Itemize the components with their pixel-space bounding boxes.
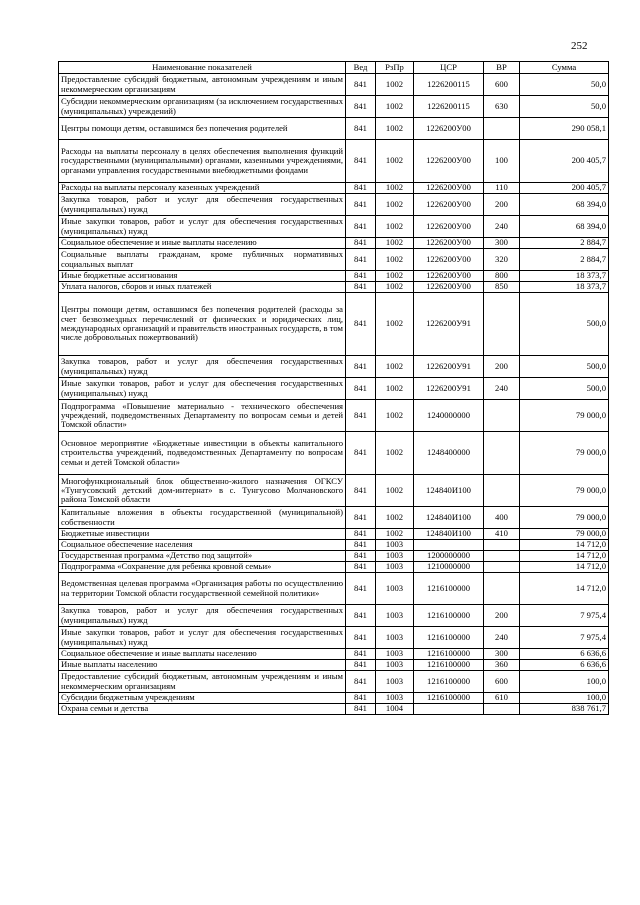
cell-sum: 79 000,0 <box>520 529 609 540</box>
cell-ved: 841 <box>346 432 376 475</box>
cell-vr: 110 <box>484 183 520 194</box>
page-number: 252 <box>571 40 588 52</box>
cell-vr: 240 <box>484 216 520 238</box>
cell-rzpr: 1003 <box>376 605 414 627</box>
cell-ved: 841 <box>346 660 376 671</box>
cell-sum: 200 405,7 <box>520 140 609 183</box>
cell-name: Ведомственная целевая программа «Организация работы по осуществлению на территории Томской области государственной семейной политики» <box>59 573 346 605</box>
cell-name: Иные закупки товаров, работ и услуг для обеспечения государственных (муниципальных) нужд <box>59 378 346 400</box>
cell-ved: 841 <box>346 649 376 660</box>
cell-sum: 50,0 <box>520 96 609 118</box>
cell-rzpr: 1003 <box>376 649 414 660</box>
cell-sum: 6 636,6 <box>520 649 609 660</box>
cell-sum: 500,0 <box>520 378 609 400</box>
cell-rzpr: 1002 <box>376 271 414 282</box>
cell-rzpr: 1003 <box>376 671 414 693</box>
cell-sum: 50,0 <box>520 74 609 96</box>
cell-vr <box>484 540 520 551</box>
cell-sum: 100,0 <box>520 693 609 704</box>
cell-name: Расходы на выплаты персоналу казенных учреждений <box>59 183 346 194</box>
cell-vr: 300 <box>484 238 520 249</box>
table-row <box>59 194 609 216</box>
cell-name: Закупка товаров, работ и услуг для обеспечения государственных (муниципальных) нужд <box>59 194 346 216</box>
cell-vr <box>484 475 520 507</box>
cell-name: Государственная программа «Детство под защитой» <box>59 551 346 562</box>
column-header-csr: ЦСР <box>414 62 484 74</box>
cell-vr <box>484 432 520 475</box>
cell-ved: 841 <box>346 378 376 400</box>
cell-ved: 841 <box>346 704 376 715</box>
cell-rzpr: 1002 <box>376 282 414 293</box>
cell-name: Иные закупки товаров, работ и услуг для обеспечения государственных (муниципальных) нужд <box>59 216 346 238</box>
cell-rzpr: 1003 <box>376 627 414 649</box>
table-row <box>59 118 609 140</box>
table-row <box>59 540 609 551</box>
table-row <box>59 238 609 249</box>
column-header-ved: Вед <box>346 62 376 74</box>
table-row <box>59 249 609 271</box>
cell-csr: 1226200У00 <box>414 271 484 282</box>
column-header-rzpr: РзПр <box>376 62 414 74</box>
table-row <box>59 74 609 96</box>
cell-ved: 841 <box>346 282 376 293</box>
cell-vr <box>484 562 520 573</box>
cell-rzpr: 1003 <box>376 562 414 573</box>
cell-csr: 1226200У00 <box>414 282 484 293</box>
cell-rzpr: 1002 <box>376 378 414 400</box>
cell-csr: 1216100000 <box>414 671 484 693</box>
cell-vr: 630 <box>484 96 520 118</box>
table-row <box>59 378 609 400</box>
cell-rzpr: 1002 <box>376 507 414 529</box>
table-row <box>59 704 609 715</box>
cell-sum: 14 712,0 <box>520 573 609 605</box>
table-row <box>59 400 609 432</box>
cell-sum: 68 394,0 <box>520 216 609 238</box>
table-row <box>59 693 609 704</box>
cell-name: Иные закупки товаров, работ и услуг для обеспечения государственных (муниципальных) нужд <box>59 627 346 649</box>
cell-sum: 79 000,0 <box>520 400 609 432</box>
cell-rzpr: 1002 <box>376 400 414 432</box>
cell-name: Капитальные вложения в объекты государственной (муниципальной) собственности <box>59 507 346 529</box>
cell-rzpr: 1002 <box>376 183 414 194</box>
cell-sum: 18 373,7 <box>520 271 609 282</box>
cell-csr: 1226200У00 <box>414 194 484 216</box>
cell-ved: 841 <box>346 573 376 605</box>
cell-csr: 1226200У91 <box>414 293 484 356</box>
cell-rzpr: 1002 <box>376 96 414 118</box>
cell-ved: 841 <box>346 540 376 551</box>
cell-rzpr: 1003 <box>376 573 414 605</box>
cell-sum: 290 058,1 <box>520 118 609 140</box>
cell-rzpr: 1002 <box>376 249 414 271</box>
cell-csr: 1226200У00 <box>414 183 484 194</box>
cell-ved: 841 <box>346 400 376 432</box>
cell-rzpr: 1002 <box>376 475 414 507</box>
cell-name: Субсидии бюджетным учреждениям <box>59 693 346 704</box>
cell-ved: 841 <box>346 249 376 271</box>
cell-name: Социальное обеспечение населения <box>59 540 346 551</box>
cell-sum: 500,0 <box>520 356 609 378</box>
cell-sum: 100,0 <box>520 671 609 693</box>
cell-sum: 79 000,0 <box>520 432 609 475</box>
cell-csr: 1210000000 <box>414 562 484 573</box>
table-row <box>59 671 609 693</box>
table-row <box>59 356 609 378</box>
cell-sum: 7 975,4 <box>520 627 609 649</box>
cell-name: Предоставление субсидий бюджетным, автономным учреждениям и иным некоммерческим организациям <box>59 671 346 693</box>
cell-sum: 500,0 <box>520 293 609 356</box>
table-row <box>59 293 609 356</box>
cell-sum: 18 373,7 <box>520 282 609 293</box>
cell-sum: 68 394,0 <box>520 194 609 216</box>
cell-rzpr: 1003 <box>376 693 414 704</box>
cell-rzpr: 1002 <box>376 238 414 249</box>
table-row <box>59 562 609 573</box>
table-row <box>59 432 609 475</box>
cell-csr: 1226200У91 <box>414 356 484 378</box>
cell-csr: 1226200У00 <box>414 118 484 140</box>
cell-ved: 841 <box>346 627 376 649</box>
cell-vr: 200 <box>484 356 520 378</box>
table-row <box>59 529 609 540</box>
cell-ved: 841 <box>346 194 376 216</box>
cell-name: Социальное обеспечение и иные выплаты населению <box>59 238 346 249</box>
cell-vr: 360 <box>484 660 520 671</box>
cell-ved: 841 <box>346 693 376 704</box>
table-row <box>59 140 609 183</box>
cell-csr: 1216100000 <box>414 693 484 704</box>
cell-csr: 1216100000 <box>414 660 484 671</box>
cell-sum: 6 636,6 <box>520 660 609 671</box>
cell-ved: 841 <box>346 238 376 249</box>
cell-rzpr: 1002 <box>376 293 414 356</box>
cell-vr: 100 <box>484 140 520 183</box>
cell-name: Многофункциональный блок общественно-жилого назначения ОГКСУ «Тунгусовский детский дом-интернат» в с. Тунгусово Молчановского района Томской области <box>59 475 346 507</box>
table-row <box>59 627 609 649</box>
cell-rzpr: 1002 <box>376 356 414 378</box>
column-header-name: Наименование показателей <box>59 62 346 74</box>
cell-name: Основное мероприятие «Бюджетные инвестиции в объекты капитального строительства учреждений, подведомственных Департаменту по вопросам семьи и детей Томской области» <box>59 432 346 475</box>
cell-rzpr: 1002 <box>376 140 414 183</box>
cell-csr: 1240000000 <box>414 400 484 432</box>
cell-name: Подпрограмма «Сохранение для ребенка кровной семьи» <box>59 562 346 573</box>
cell-vr <box>484 573 520 605</box>
cell-ved: 841 <box>346 74 376 96</box>
cell-vr: 800 <box>484 271 520 282</box>
cell-csr: 1226200У00 <box>414 140 484 183</box>
cell-csr: 1226200У00 <box>414 249 484 271</box>
cell-ved: 841 <box>346 671 376 693</box>
cell-rzpr: 1002 <box>376 216 414 238</box>
table-row <box>59 605 609 627</box>
table-row <box>59 216 609 238</box>
cell-name: Социальные выплаты гражданам, кроме публичных нормативных социальных выплат <box>59 249 346 271</box>
cell-name: Центры помощи детям, оставшимся без попечения родителей <box>59 118 346 140</box>
cell-vr: 300 <box>484 649 520 660</box>
cell-vr: 240 <box>484 627 520 649</box>
cell-rzpr: 1003 <box>376 660 414 671</box>
cell-csr: 1226200115 <box>414 74 484 96</box>
cell-name: Иные выплаты населению <box>59 660 346 671</box>
cell-sum: 79 000,0 <box>520 507 609 529</box>
cell-rzpr: 1002 <box>376 432 414 475</box>
cell-vr: 240 <box>484 378 520 400</box>
cell-sum: 14 712,0 <box>520 551 609 562</box>
cell-ved: 841 <box>346 562 376 573</box>
column-header-sum: Сумма <box>520 62 609 74</box>
cell-ved: 841 <box>346 356 376 378</box>
table-row <box>59 475 609 507</box>
cell-name: Уплата налогов, сборов и иных платежей <box>59 282 346 293</box>
cell-csr <box>414 704 484 715</box>
cell-vr: 850 <box>484 282 520 293</box>
cell-csr: 1248400000 <box>414 432 484 475</box>
cell-name: Социальное обеспечение и иные выплаты населению <box>59 649 346 660</box>
cell-name: Центры помощи детям, оставшимся без попечения родителей (расходы за счет безвозмездных перечислений от физических и юридических лиц, международных организаций и правительств иностранных государств, в том числе добровольных пожертвований) <box>59 293 346 356</box>
cell-sum: 200 405,7 <box>520 183 609 194</box>
cell-ved: 841 <box>346 271 376 282</box>
cell-csr: 1200000000 <box>414 551 484 562</box>
cell-csr: 1226200У91 <box>414 378 484 400</box>
cell-vr <box>484 400 520 432</box>
cell-name: Закупка товаров, работ и услуг для обеспечения государственных (муниципальных) нужд <box>59 605 346 627</box>
table-row <box>59 551 609 562</box>
cell-csr: 1226200У00 <box>414 216 484 238</box>
cell-ved: 841 <box>346 475 376 507</box>
cell-rzpr: 1002 <box>376 194 414 216</box>
cell-name: Подпрограмма «Повышение материально - технического обеспечения учреждений, подведомственных Департаменту по вопросам семьи и детей Томской области» <box>59 400 346 432</box>
cell-vr: 320 <box>484 249 520 271</box>
table-row <box>59 660 609 671</box>
cell-sum: 7 975,4 <box>520 605 609 627</box>
cell-sum: 14 712,0 <box>520 540 609 551</box>
cell-vr <box>484 551 520 562</box>
cell-rzpr: 1003 <box>376 540 414 551</box>
cell-csr: 1216100000 <box>414 573 484 605</box>
cell-vr: 410 <box>484 529 520 540</box>
cell-ved: 841 <box>346 216 376 238</box>
cell-rzpr: 1004 <box>376 704 414 715</box>
cell-csr <box>414 540 484 551</box>
cell-ved: 841 <box>346 118 376 140</box>
cell-ved: 841 <box>346 183 376 194</box>
cell-name: Предоставление субсидий бюджетным, автономным учреждениям и иным некоммерческим организациям <box>59 74 346 96</box>
cell-vr <box>484 118 520 140</box>
cell-name: Субсидии некоммерческим организациям (за исключением государственных (муниципальных) учреждений) <box>59 96 346 118</box>
cell-sum: 79 000,0 <box>520 475 609 507</box>
cell-csr: 1216100000 <box>414 649 484 660</box>
cell-sum: 2 884,7 <box>520 249 609 271</box>
table-header-row <box>59 62 609 74</box>
cell-csr: 1216100000 <box>414 605 484 627</box>
cell-csr: 1216100000 <box>414 627 484 649</box>
cell-sum: 838 761,7 <box>520 704 609 715</box>
table-body <box>59 74 609 715</box>
table-row <box>59 649 609 660</box>
table-row <box>59 573 609 605</box>
cell-vr <box>484 293 520 356</box>
cell-csr: 1226200У00 <box>414 238 484 249</box>
table-row <box>59 271 609 282</box>
cell-ved: 841 <box>346 140 376 183</box>
cell-name: Охрана семьи и детства <box>59 704 346 715</box>
cell-vr <box>484 704 520 715</box>
cell-rzpr: 1002 <box>376 74 414 96</box>
cell-ved: 841 <box>346 293 376 356</box>
cell-sum: 14 712,0 <box>520 562 609 573</box>
cell-vr: 200 <box>484 605 520 627</box>
cell-vr: 200 <box>484 194 520 216</box>
column-header-vr: ВР <box>484 62 520 74</box>
cell-rzpr: 1002 <box>376 529 414 540</box>
cell-name: Бюджетные инвестиции <box>59 529 346 540</box>
cell-csr: 124840И100 <box>414 475 484 507</box>
cell-csr: 124840И100 <box>414 507 484 529</box>
table-row <box>59 282 609 293</box>
cell-name: Расходы на выплаты персоналу в целях обеспечения выполнения функций государственными (муниципальными) органами, казенными учреждениями, органами управления государственными внебюджетными фондами <box>59 140 346 183</box>
cell-ved: 841 <box>346 551 376 562</box>
cell-vr: 600 <box>484 74 520 96</box>
cell-vr: 600 <box>484 671 520 693</box>
cell-ved: 841 <box>346 605 376 627</box>
cell-ved: 841 <box>346 529 376 540</box>
cell-sum: 2 884,7 <box>520 238 609 249</box>
cell-rzpr: 1003 <box>376 551 414 562</box>
budget-table <box>58 61 609 715</box>
cell-vr: 610 <box>484 693 520 704</box>
cell-csr: 1226200115 <box>414 96 484 118</box>
cell-ved: 841 <box>346 96 376 118</box>
cell-name: Закупка товаров, работ и услуг для обеспечения государственных (муниципальных) нужд <box>59 356 346 378</box>
table-row <box>59 183 609 194</box>
cell-rzpr: 1002 <box>376 118 414 140</box>
cell-ved: 841 <box>346 507 376 529</box>
cell-name: Иные бюджетные ассигнования <box>59 271 346 282</box>
cell-vr: 400 <box>484 507 520 529</box>
table-row <box>59 507 609 529</box>
cell-csr: 124840И100 <box>414 529 484 540</box>
table-row <box>59 96 609 118</box>
